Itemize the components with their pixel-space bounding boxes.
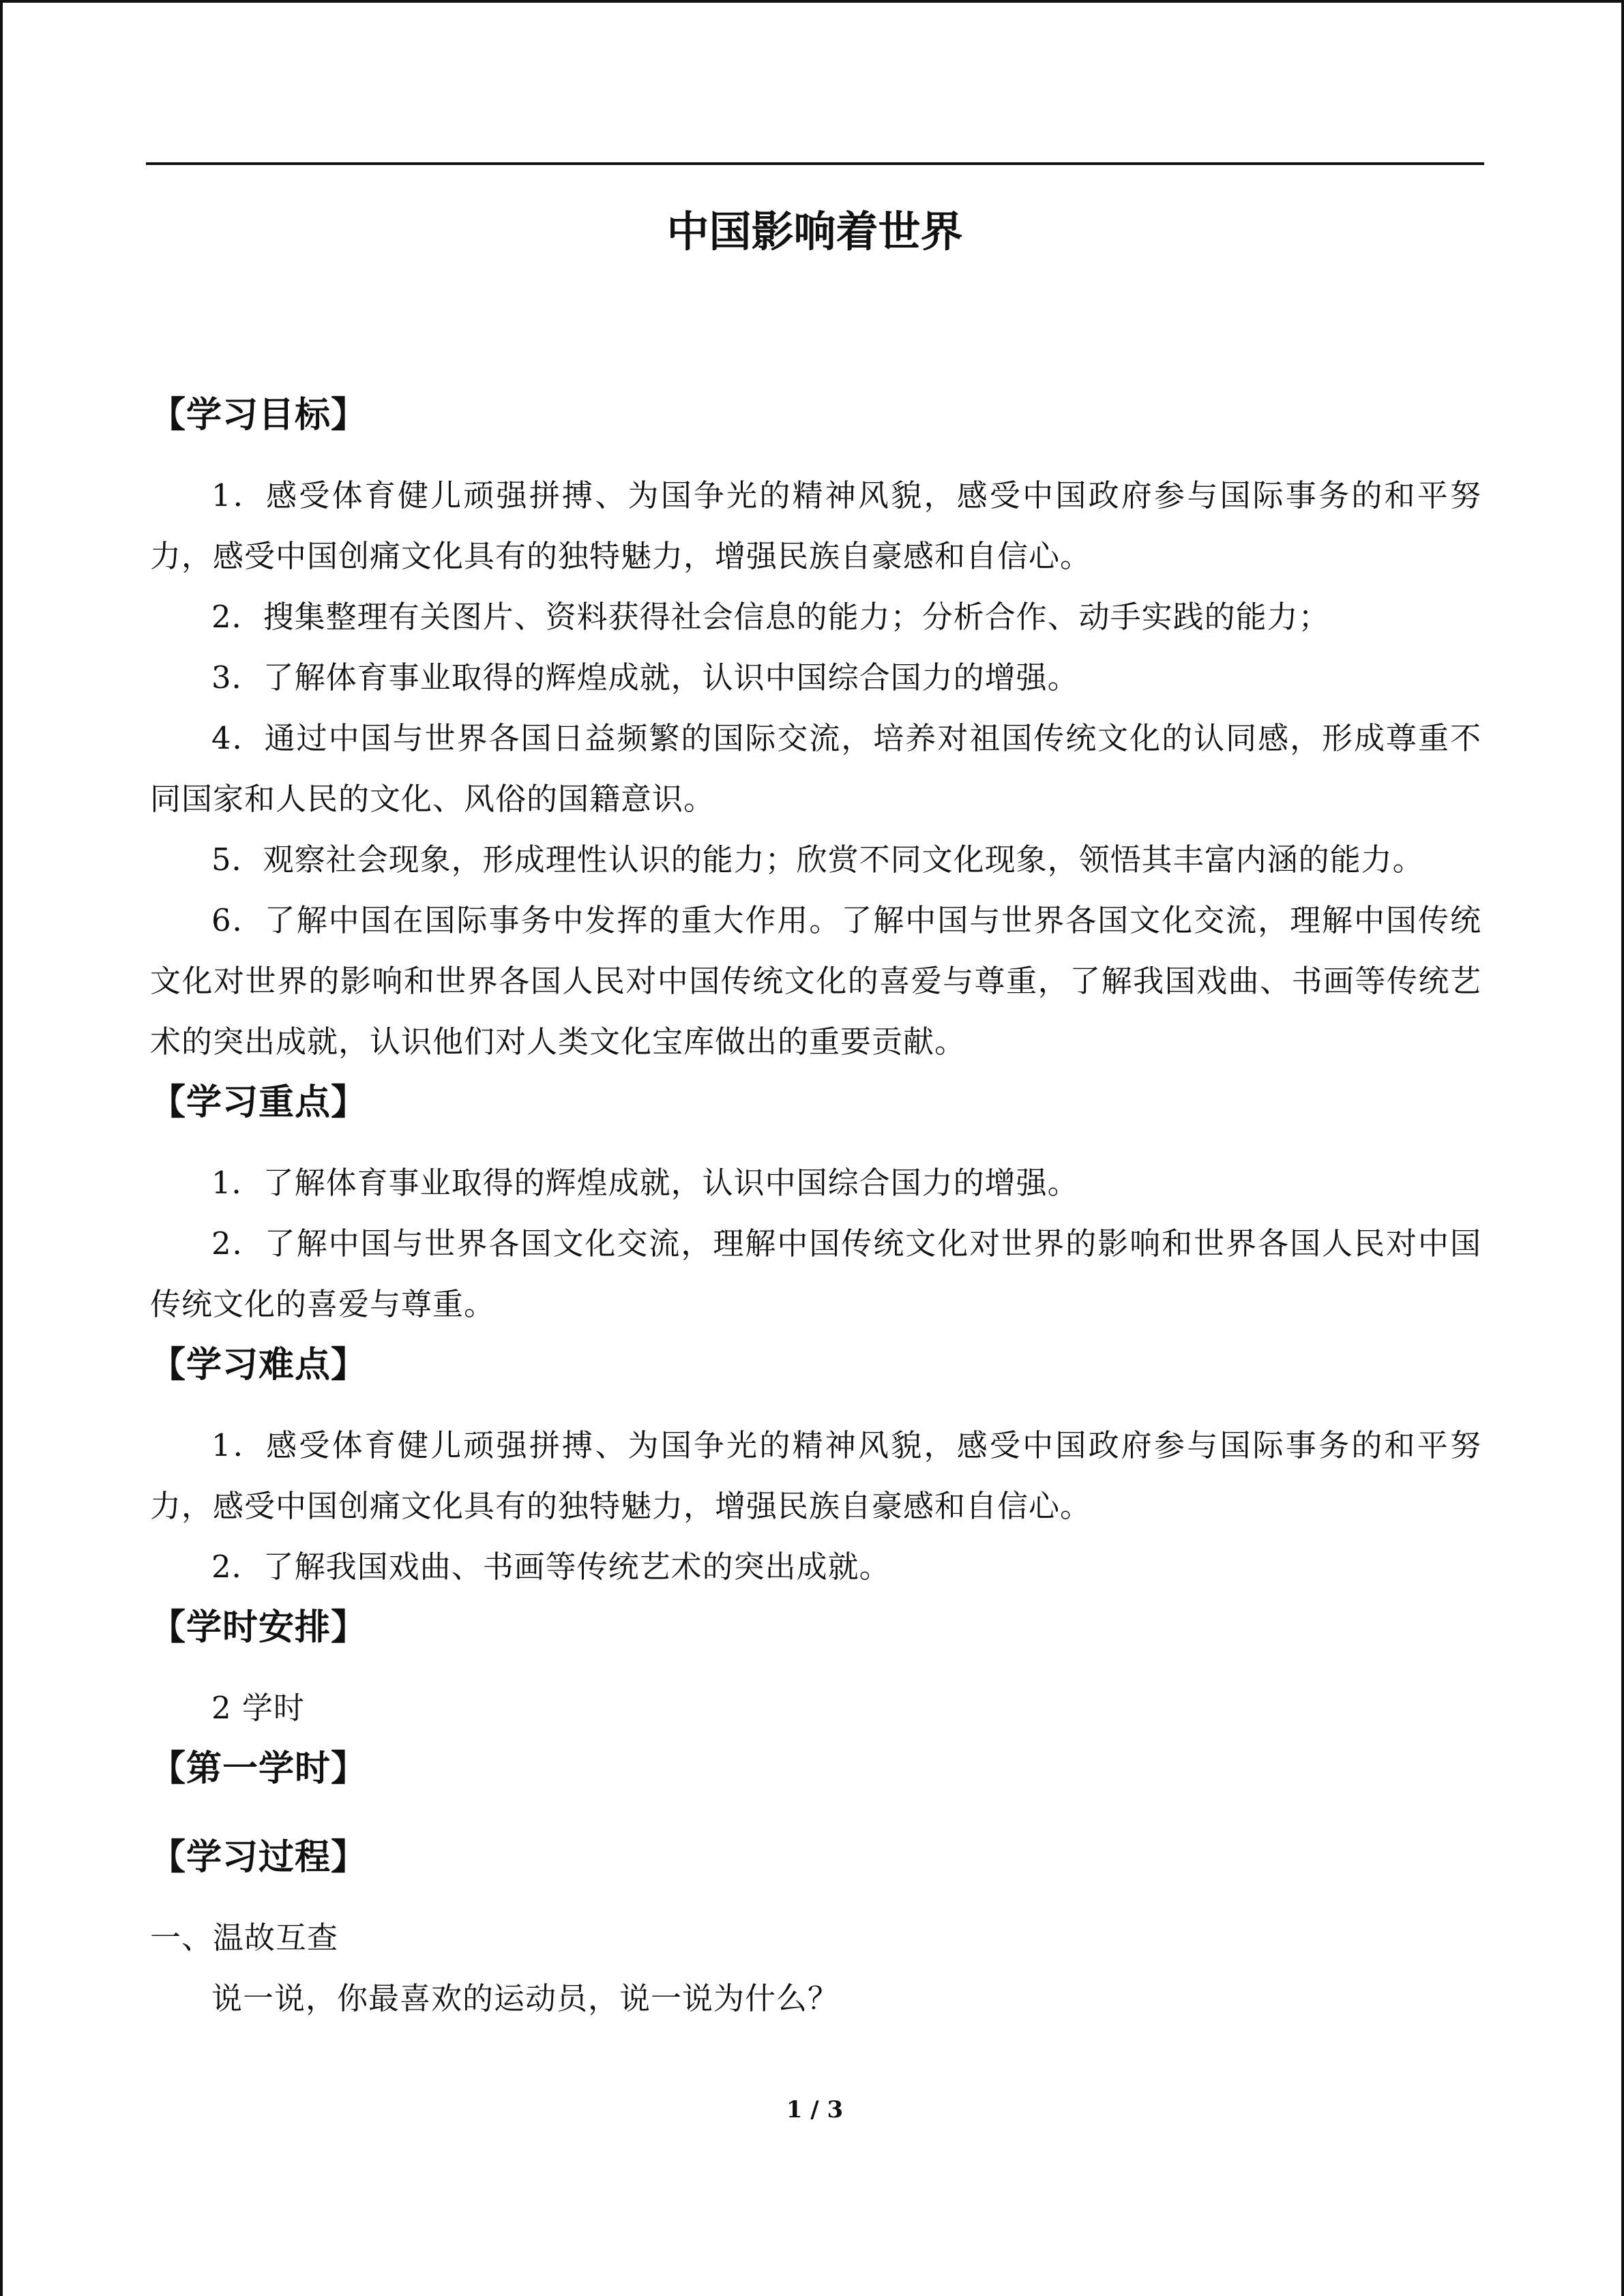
objective-item-2: 2．搜集整理有关图片、资料获得社会信息的能力；分析合作、动手实践的能力； bbox=[211, 599, 1330, 635]
document-title: 中国影响着世界 bbox=[666, 207, 963, 256]
process-text: 说一说，你最喜欢的运动员，说一说为什么？ bbox=[211, 1980, 840, 2016]
section-heading-first-period: 【第一学时】 bbox=[150, 1748, 368, 1789]
difficulty-item-1: 1．感受体育健儿顽强拼搏、为国争光的精神风貌，感受中国政府参与国际事务的和平努力，感受中国创痛文化具有的独特魅力，增强民族自豪感和自信心。 bbox=[150, 1427, 1481, 1524]
section-heading-key-points: 【学习重点】 bbox=[150, 1082, 368, 1123]
schedule-text: 2 学时 bbox=[211, 1690, 305, 1726]
section-heading-objectives: 【学习目标】 bbox=[150, 395, 368, 436]
page-number: 1 / 3 bbox=[786, 2096, 844, 2123]
section-heading-process: 【学习过程】 bbox=[150, 1837, 368, 1878]
objective-item-3: 3．了解体育事业取得的辉煌成就，认识中国综合国力的增强。 bbox=[211, 659, 1079, 696]
objective-item-1: 1．感受体育健儿顽强拼搏、为国争光的精神风貌，感受中国政府参与国际事务的和平努力，感受中国创痛文化具有的独特魅力，增强民族自豪感和自信心。 bbox=[150, 477, 1481, 574]
process-subheading: 一、温故互查 bbox=[150, 1920, 339, 1956]
key-point-item-1: 1．了解体育事业取得的辉煌成就，认识中国综合国力的增强。 bbox=[211, 1165, 1079, 1201]
difficulty-item-2: 2．了解我国戏曲、书画等传统艺术的突出成就。 bbox=[211, 1549, 891, 1585]
objective-item-6: 6．了解中国在国际事务中发挥的重大作用。了解中国与世界各国文化交流，理解中国传统文化对世界的影响和世界各国人民对中国传统文化的喜爱与尊重，了解我国戏曲、书画等传统艺术的突出成就，认识他们对人类文化宝库做出的重要贡献。 bbox=[150, 902, 1481, 1060]
objective-item-5: 5．观察社会现象，形成理性认识的能力；欣赏不同文化现象，领悟其丰富内涵的能力。 bbox=[211, 841, 1424, 878]
section-heading-difficulties: 【学习难点】 bbox=[150, 1345, 368, 1386]
section-heading-schedule: 【学时安排】 bbox=[150, 1607, 368, 1648]
header-rule bbox=[146, 162, 1484, 165]
key-point-item-2: 2．了解中国与世界各国文化交流，理解中国传统文化对世界的影响和世界各国人民对中国传统文化的喜爱与尊重。 bbox=[150, 1225, 1481, 1322]
objective-item-4: 4．通过中国与世界各国日益频繁的国际交流，培养对祖国传统文化的认同感，形成尊重不同国家和人民的文化、风俗的国籍意识。 bbox=[150, 720, 1481, 817]
document-body bbox=[150, 385, 1481, 2029]
